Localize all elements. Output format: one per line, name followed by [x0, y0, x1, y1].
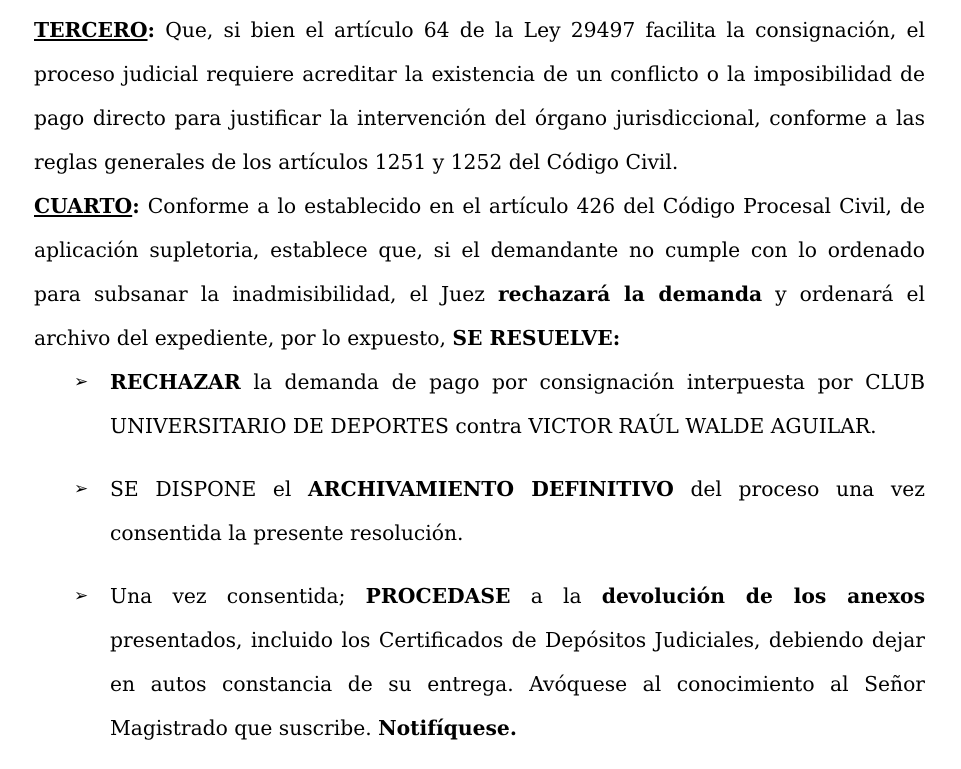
- paragraph-text: Conforme a lo establecido en el artículo 426 del Código Procesal Civil, de aplicación supletoria, establece que, si el demandante no cumple con lo ordenado para subsanar la inadmisibilidad, el Juez: [34, 194, 925, 306]
- heading-tercero: TERCERO: [34, 18, 148, 42]
- item-text: presentados, incluido los Certificados de Depósitos Judiciales, debiendo dejar en autos constancia de su entrega. Avóquese al conocimiento al Señor Magistrado que suscribe.: [110, 628, 925, 740]
- bold-phrase: PROCEDASE: [365, 584, 511, 608]
- arrow-bullet-icon: ➢: [74, 586, 89, 606]
- bold-phrase: Notifíquese.: [378, 716, 517, 740]
- item-text: la demanda de pago por consignación interpuesta por CLUB UNIVERSITARIO DE DEPORTES contra VICTOR RAÚL WALDE AGUILAR.: [110, 370, 925, 438]
- heading-cuarto: CUARTO: [34, 194, 133, 218]
- bold-phrase: rechazará la demanda: [497, 282, 763, 306]
- bold-phrase: SE RESUELVE:: [452, 326, 621, 350]
- paragraph-cuarto: [34, 184, 925, 360]
- list-item: [34, 574, 925, 750]
- bold-phrase: RECHAZAR: [110, 370, 241, 394]
- document-page: [34, 8, 925, 769]
- item-text: del proceso una vez consentida la presente resolución.: [110, 477, 925, 545]
- list-item: [34, 467, 925, 555]
- heading-colon: :: [147, 18, 156, 42]
- heading-colon: :: [132, 194, 140, 218]
- item-text: SE DISPONE el: [110, 477, 309, 501]
- paragraph-text: Que, si bien el artículo 64 de la Ley 29497 facilita la consignación, el proceso judicial requiere acreditar la existencia de un conflicto o la imposibilidad de pago directo para justificar la intervención del órgano jurisdiccional, conforme a las reglas generales de los artículos 1251 y 1252 del Código Civil.: [34, 18, 925, 174]
- arrow-bullet-icon: ➢: [74, 372, 89, 392]
- item-text: a la: [510, 584, 602, 608]
- resolution-list: [34, 360, 925, 750]
- item-text: Una vez consentida;: [110, 584, 366, 608]
- bold-phrase: ARCHIVAMIENTO DEFINITIVO: [308, 477, 674, 501]
- paragraph-text: y ordenará el archivo del expediente, por lo expuesto,: [34, 282, 925, 350]
- bold-phrase: devolución de los anexos: [601, 584, 925, 608]
- list-item: [34, 360, 925, 448]
- paragraph-tercero: [34, 8, 925, 184]
- arrow-bullet-icon: ➢: [74, 479, 89, 499]
